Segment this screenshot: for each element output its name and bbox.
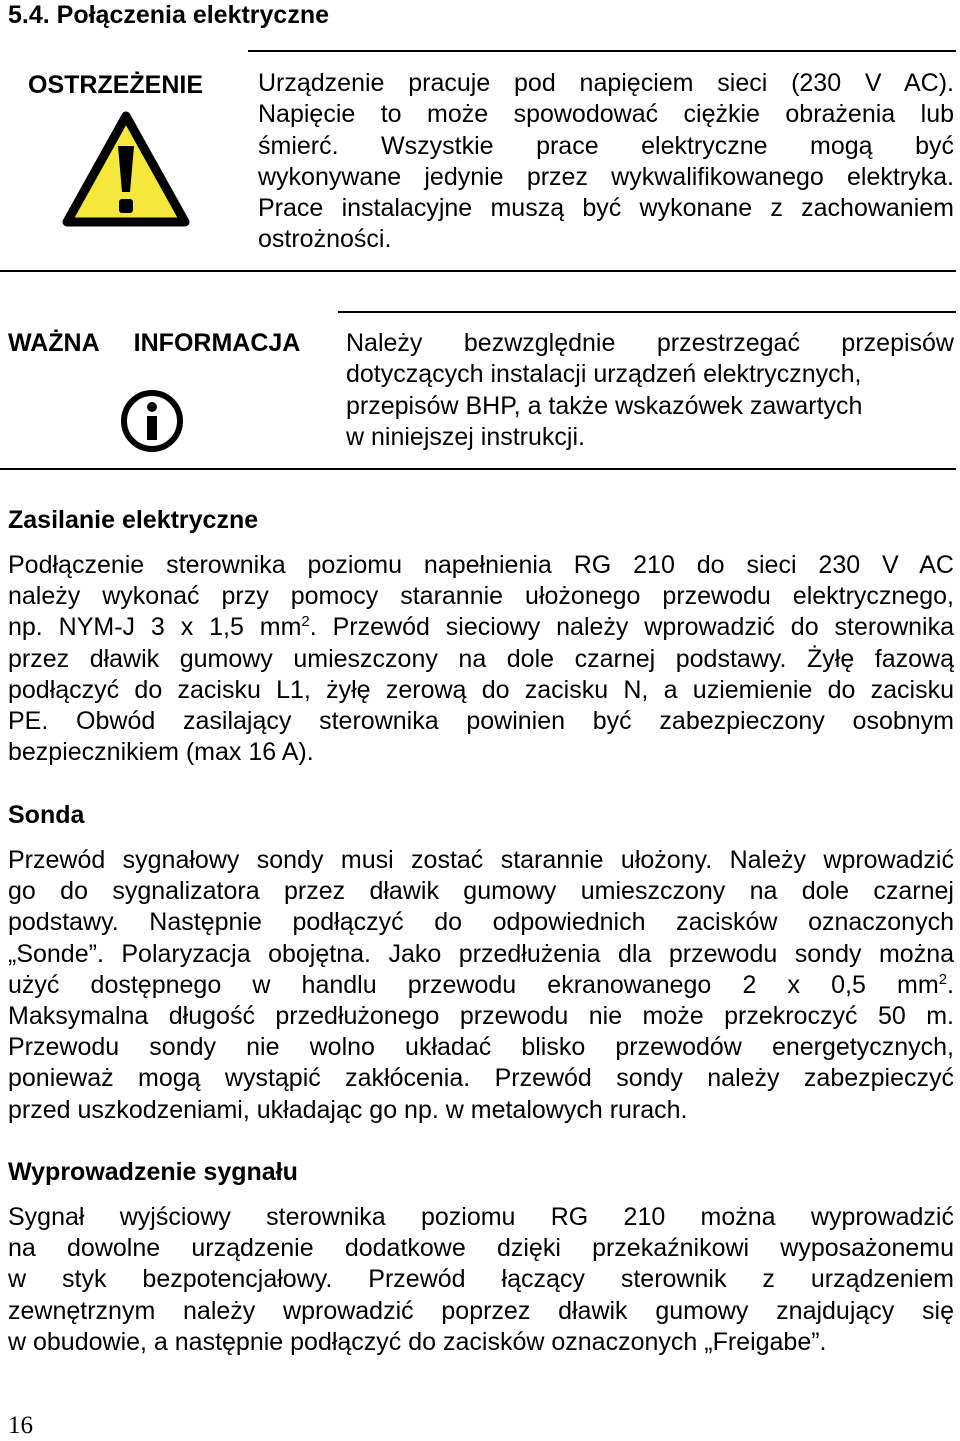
divider [248,50,956,52]
power-heading: Zasilanie elektryczne [8,506,259,534]
probe-paragraph [8,845,954,1126]
info-circle-icon [120,389,184,453]
output-line: Sygnał wyjściowy sterownika poziomu RG 210 można wyprowadzić [8,1203,954,1231]
probe-line: ponieważ mogą wystąpić zakłócenia. Przewód sondy należy zabezpieczyć [8,1064,954,1093]
divider [338,311,956,313]
warning-line: Napięcie to może spowodować ciężkie obrażenia lub [258,100,954,129]
probe-line-part: użyć dostępnego w handlu przewodu ekranowanego 2 x 0,5 mm [8,970,939,999]
probe-line [8,970,954,1001]
power-line: podłączyć do zacisku L1, żyłę zerową do zacisku N, a uziemienie do zacisku [8,675,954,704]
output-line: w obudowie, a następnie podłączyć do zacisków oznaczonych „Freigabe”. [8,1327,827,1356]
power-line: Podłączenie sterownika poziomu napełnienia RG 210 do sieci 230 V AC [8,551,954,579]
warning-line: śmierć. Wszystkie prace elektryczne mogą być [258,131,954,160]
info-text [346,328,954,453]
warning-triangle-icon [62,110,190,228]
warning-line: ostrożności. [258,225,392,254]
warning-text [258,68,954,256]
probe-line: „Sonde”. Polaryzacja obojętna. Jako przedłużenia dla przewodu sondy można [8,939,954,968]
probe-line: Maksymalna długość przedłużonego przewodu nie może przekroczyć 50 m. [8,1001,954,1030]
info-line: w niniejszej instrukcji. [346,422,585,451]
info-label: WAŻNA INFORMACJA [8,329,301,357]
power-line-part: np. NYM-J 3 x 1,5 mm [8,613,302,642]
section-title: 5.4. Połączenia elektryczne [8,1,330,29]
warning-line: Urządzenie pracuje pod napięciem sieci (230 V AC). [258,69,954,97]
page-number: 16 [8,1412,33,1439]
output-line: zewnętrznym należy wprowadzić poprzez dławik gumowy znajdujący się [8,1296,954,1325]
probe-line: przed uszkodzeniami, układając go np. w metalowych rurach. [8,1095,688,1124]
probe-line: Przewodu sondy nie wolno układać blisko przewodów energetycznych, [8,1033,954,1062]
power-line: PE. Obwód zasilający sterownika powinien być zabezpieczony osobnym [8,706,954,735]
probe-heading: Sonda [8,801,85,829]
superscript: 2 [301,613,310,631]
superscript: 2 [938,970,948,988]
power-line: należy wykonać przy pomocy starannie ułożonego przewodu elektrycznego, [8,582,954,611]
warning-label: OSTRZEŻENIE [28,71,204,99]
power-line [8,612,954,643]
power-line-part: . Przewód sieciowy należy wprowadzić do sterownika [309,613,954,642]
output-line: w styk bezpotencjałowy. Przewód łączący sterownik z urządzeniem [8,1265,954,1294]
power-line: przez dławik gumowy umieszczony na dole czarnej podstawy. Żyłę fazową [8,644,954,673]
output-heading: Wyprowadzenie sygnału [8,1158,298,1186]
output-paragraph [8,1202,954,1358]
info-line: Należy bezwzględnie przestrzegać przepisów [346,329,954,357]
power-paragraph [8,550,954,768]
divider [0,270,956,272]
warning-line: Prace instalacyjne muszą być wykonane z zachowaniem [258,194,954,223]
output-line: na dowolne urządzenie dodatkowe dzięki przekaźnikowi wyposażonemu [8,1234,954,1263]
info-line: dotyczących instalacji urządzeń elektrycznych, [346,360,862,389]
probe-line: Przewód sygnałowy sondy musi zostać starannie ułożony. Należy wprowadzić [8,846,954,874]
divider [0,468,956,470]
probe-line: podstawy. Następnie podłączyć do odpowiednich zacisków oznaczonych [8,908,954,937]
probe-line-part: . [947,970,954,999]
probe-line: go do sygnalizatora przez dławik gumowy umieszczony na dole czarnej [8,877,954,906]
info-line: przepisów BHP, a także wskazówek zawartych [346,391,863,420]
warning-line: wykonywane jedynie przez wykwalifikowanego elektryka. [258,162,954,191]
power-line: bezpiecznikiem (max 16 A). [8,738,314,767]
